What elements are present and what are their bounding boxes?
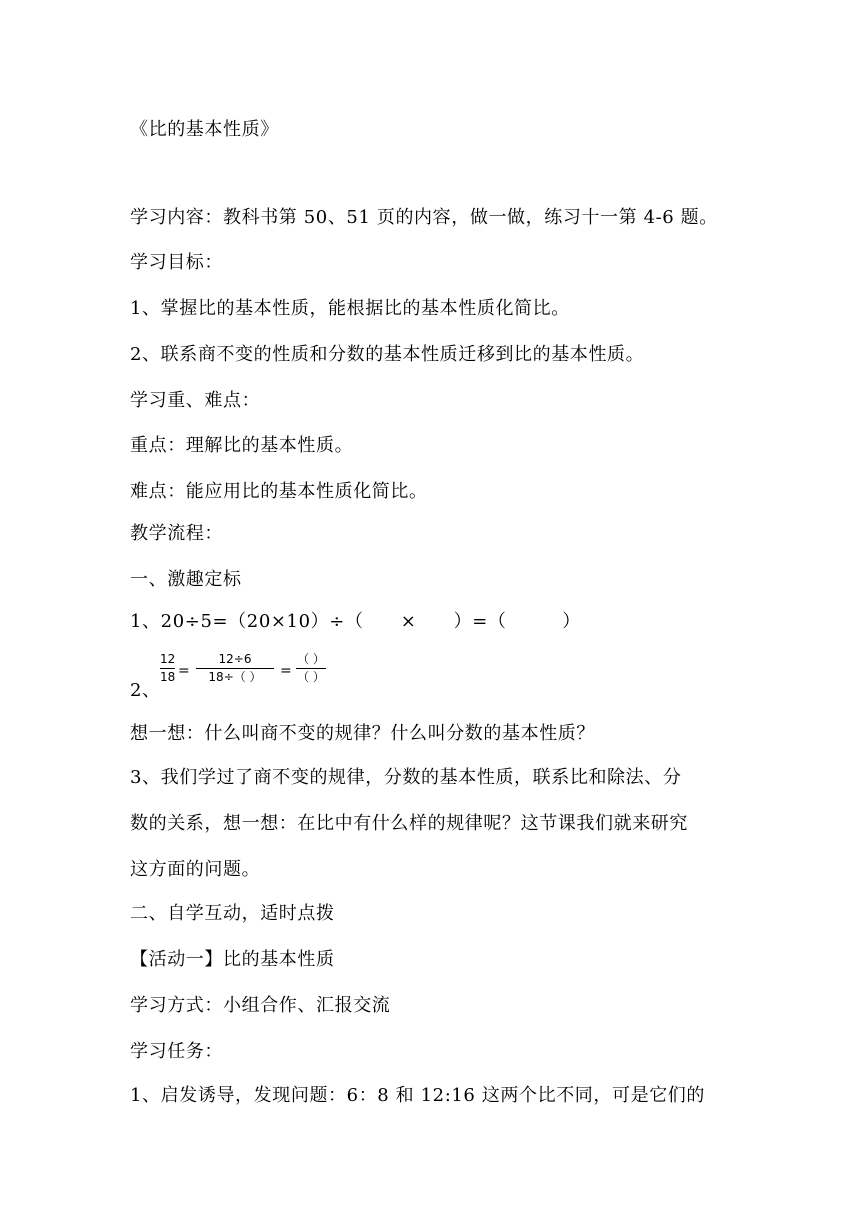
- goal-heading: 学习目标：: [130, 252, 223, 273]
- fraction-3-numerator: （ ）: [297, 652, 325, 666]
- task-item-1: 1、启发诱导，发现问题：6：8 和 12:16 这两个比不同，可是它们的: [130, 1085, 705, 1106]
- exercise-item-3-line-3: 这方面的问题。: [130, 859, 261, 880]
- exercise-item-3-line-1: 3、我们学过了商不变的规律，分数的基本性质，联系比和除法、分: [130, 767, 682, 788]
- activity-heading-1: 【活动一】比的基本性质: [130, 949, 335, 970]
- fraction-2-denominator: 18÷（ ）: [208, 670, 262, 684]
- learning-method: 学习方式：小组合作、汇报交流: [130, 995, 391, 1016]
- fraction-2: [196, 652, 274, 685]
- goal-item-2: 2、联系商不变的性质和分数的基本性质迁移到比的基本性质。: [130, 344, 645, 365]
- goal-item-1: 1、掌握比的基本性质，能根据比的基本性质化简比。: [130, 298, 570, 319]
- section-heading-2: 二、自学互动，适时点拨: [130, 903, 335, 924]
- fraction-3: [296, 652, 326, 685]
- fraction-1-numerator: 12: [160, 652, 176, 666]
- flow-heading: 教学流程：: [130, 523, 223, 544]
- fraction-3-bar: [296, 668, 326, 669]
- fraction-1: [160, 652, 175, 685]
- fraction-2-bar: [196, 668, 274, 669]
- document-title: 《比的基本性质》: [130, 119, 279, 140]
- fraction-2-numerator: 12÷6: [218, 652, 252, 666]
- section-heading-1: 一、激趣定标: [130, 569, 242, 590]
- learning-content: 学习内容：教科书第 50、51 页的内容，做一做，练习十一第 4-6 题。: [130, 207, 718, 228]
- fraction-1-denominator: 18: [160, 670, 176, 684]
- task-heading: 学习任务：: [130, 1041, 223, 1062]
- fraction-3-denominator: （ ）: [297, 670, 325, 684]
- equals-sign-2: =: [280, 663, 292, 679]
- equals-sign-1: =: [178, 663, 190, 679]
- exercise-item-1: 1、20÷5=（20×10）÷（ × ）=（ ）: [130, 611, 581, 632]
- think-prompt: 想一想：什么叫商不变的规律？什么叫分数的基本性质？: [130, 723, 595, 744]
- difficult-point: 难点：能应用比的基本性质化简比。: [130, 481, 428, 502]
- exercise-item-3-line-2: 数的关系，想一想：在比中有什么样的规律呢？这节课我们就来研究: [130, 813, 688, 834]
- exercise-item-2-label: 2、: [130, 680, 161, 701]
- key-point: 重点：理解比的基本性质。: [130, 435, 354, 456]
- fraction-1-bar: [160, 668, 175, 669]
- key-heading: 学习重、难点：: [130, 390, 261, 411]
